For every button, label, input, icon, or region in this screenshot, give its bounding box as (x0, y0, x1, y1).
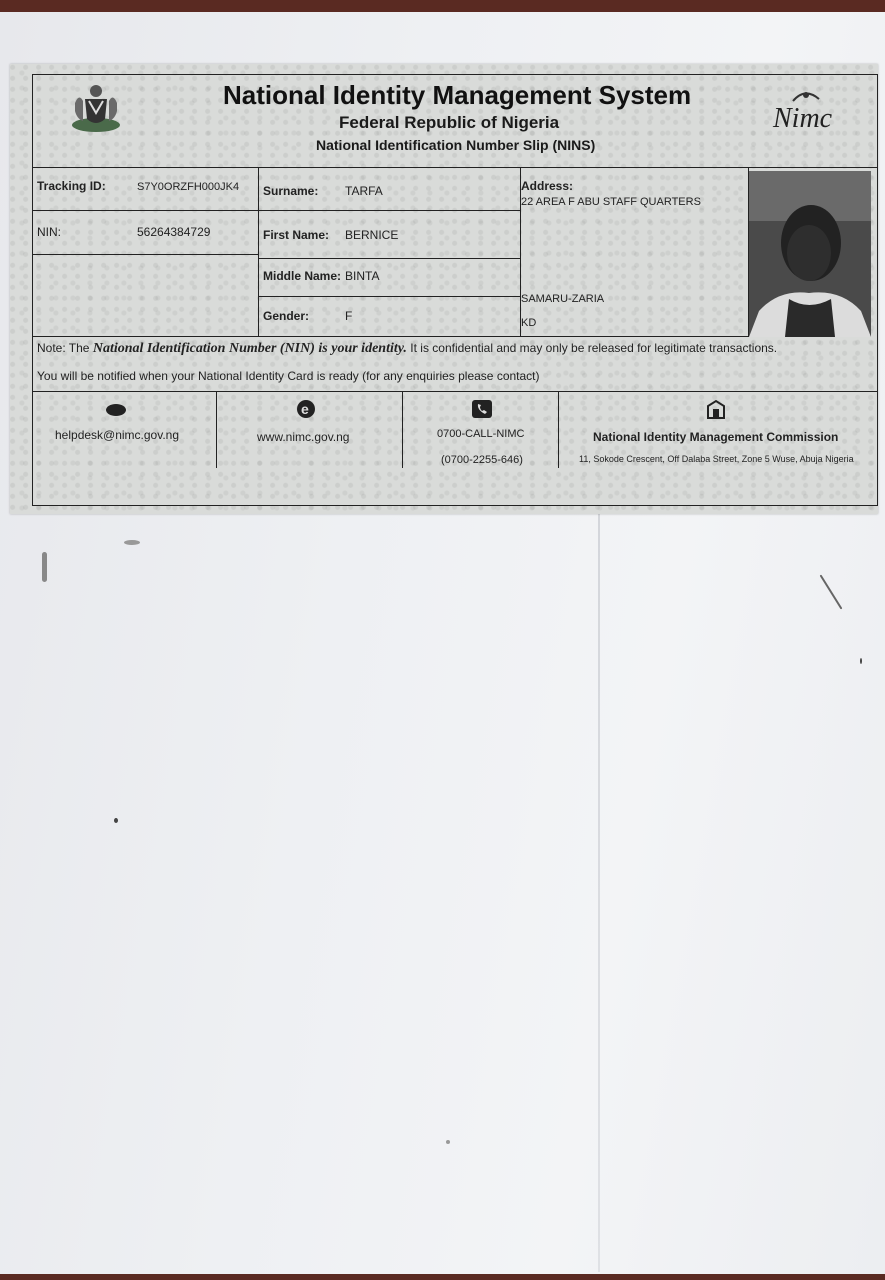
note-prefix: Note: The (37, 341, 90, 355)
blank-cell (33, 255, 259, 337)
surname-label: Surname: (263, 184, 319, 198)
first-name-value: BERNICE (345, 228, 399, 242)
nimc-logo-icon (771, 87, 841, 133)
phone-icon (471, 398, 493, 420)
org-name: National Identity Management Commission (593, 430, 839, 444)
tracking-id-value: S7Y0ORZFH000JK4 (137, 181, 240, 193)
paper-fold-line (598, 512, 600, 1272)
paper-speck (820, 575, 843, 610)
phone-digits[interactable]: (0700-2255-646) (441, 454, 523, 466)
paper-speck (42, 552, 47, 582)
paper-speck (446, 1140, 450, 1144)
org-cell (559, 392, 877, 468)
nin-cell (33, 211, 259, 255)
note-line-2: You will be notified when your National Identity Card is ready (for any enquiries please contact) (37, 369, 540, 383)
nin-value: 56264384729 (137, 225, 211, 239)
note-suffix: It is confidential and may only be released for legitimate transactions. (410, 341, 778, 355)
svg-text:Nimc: Nimc (773, 103, 833, 133)
slip-subtitle: Federal Republic of Nigeria (339, 113, 560, 132)
email-icon (105, 398, 127, 420)
address-line-3: KD (521, 317, 537, 329)
phone-number[interactable]: 0700-CALL-NIMC (437, 428, 525, 440)
surname-cell (259, 167, 521, 211)
middle-name-value: BINTA (345, 269, 380, 283)
slip-header (33, 75, 877, 168)
gender-label: Gender: (263, 309, 310, 323)
tracking-cell (33, 167, 259, 211)
browser-icon (295, 398, 317, 420)
address-cell (521, 167, 749, 337)
address-line-2: SAMARU-ZARIA (521, 293, 605, 305)
contacts-row (33, 391, 877, 506)
coat-of-arms-icon (67, 81, 125, 139)
middle-name-cell (259, 259, 521, 297)
tracking-id-label: Tracking ID: (37, 179, 106, 193)
slip-document-name: National Identification Number Slip (NINS) (316, 137, 596, 153)
portrait-image (749, 171, 871, 337)
surname-value: TARFA (345, 184, 383, 198)
middle-name-label: Middle Name: (263, 269, 342, 283)
website-link[interactable]: www.nimc.gov.ng (257, 430, 350, 444)
org-address: 11, Sokode Crescent, Off Dalaba Street, Zone 5 Wuse, Abuja Nigeria (579, 454, 854, 464)
note-emphasis: National Identification Number (NIN) is your identity. (92, 341, 407, 356)
slip-title: National Identity Management System (223, 80, 692, 110)
svg-text:e: e (301, 401, 309, 417)
phone-cell (403, 392, 559, 468)
paper-sheet (0, 12, 885, 1274)
gender-cell (259, 297, 521, 337)
paper-speck (860, 658, 862, 664)
helpdesk-email[interactable]: helpdesk@nimc.gov.ng (55, 428, 180, 442)
email-cell (33, 392, 217, 468)
paper-speck (124, 540, 140, 545)
holder-photo (749, 171, 871, 337)
gender-value: F (345, 309, 353, 323)
first-name-label: First Name: (263, 228, 330, 242)
paper-speck (114, 818, 118, 823)
address-label: Address: (521, 179, 574, 193)
address-line-1: 22 AREA F ABU STAFF QUARTERS (521, 196, 701, 208)
nin-label: NIN: (37, 225, 61, 239)
slip-frame (32, 74, 878, 506)
note-line-1 (37, 341, 777, 357)
building-icon (705, 398, 727, 420)
website-cell (217, 392, 403, 468)
first-name-cell (259, 211, 521, 259)
nin-slip (10, 64, 878, 514)
